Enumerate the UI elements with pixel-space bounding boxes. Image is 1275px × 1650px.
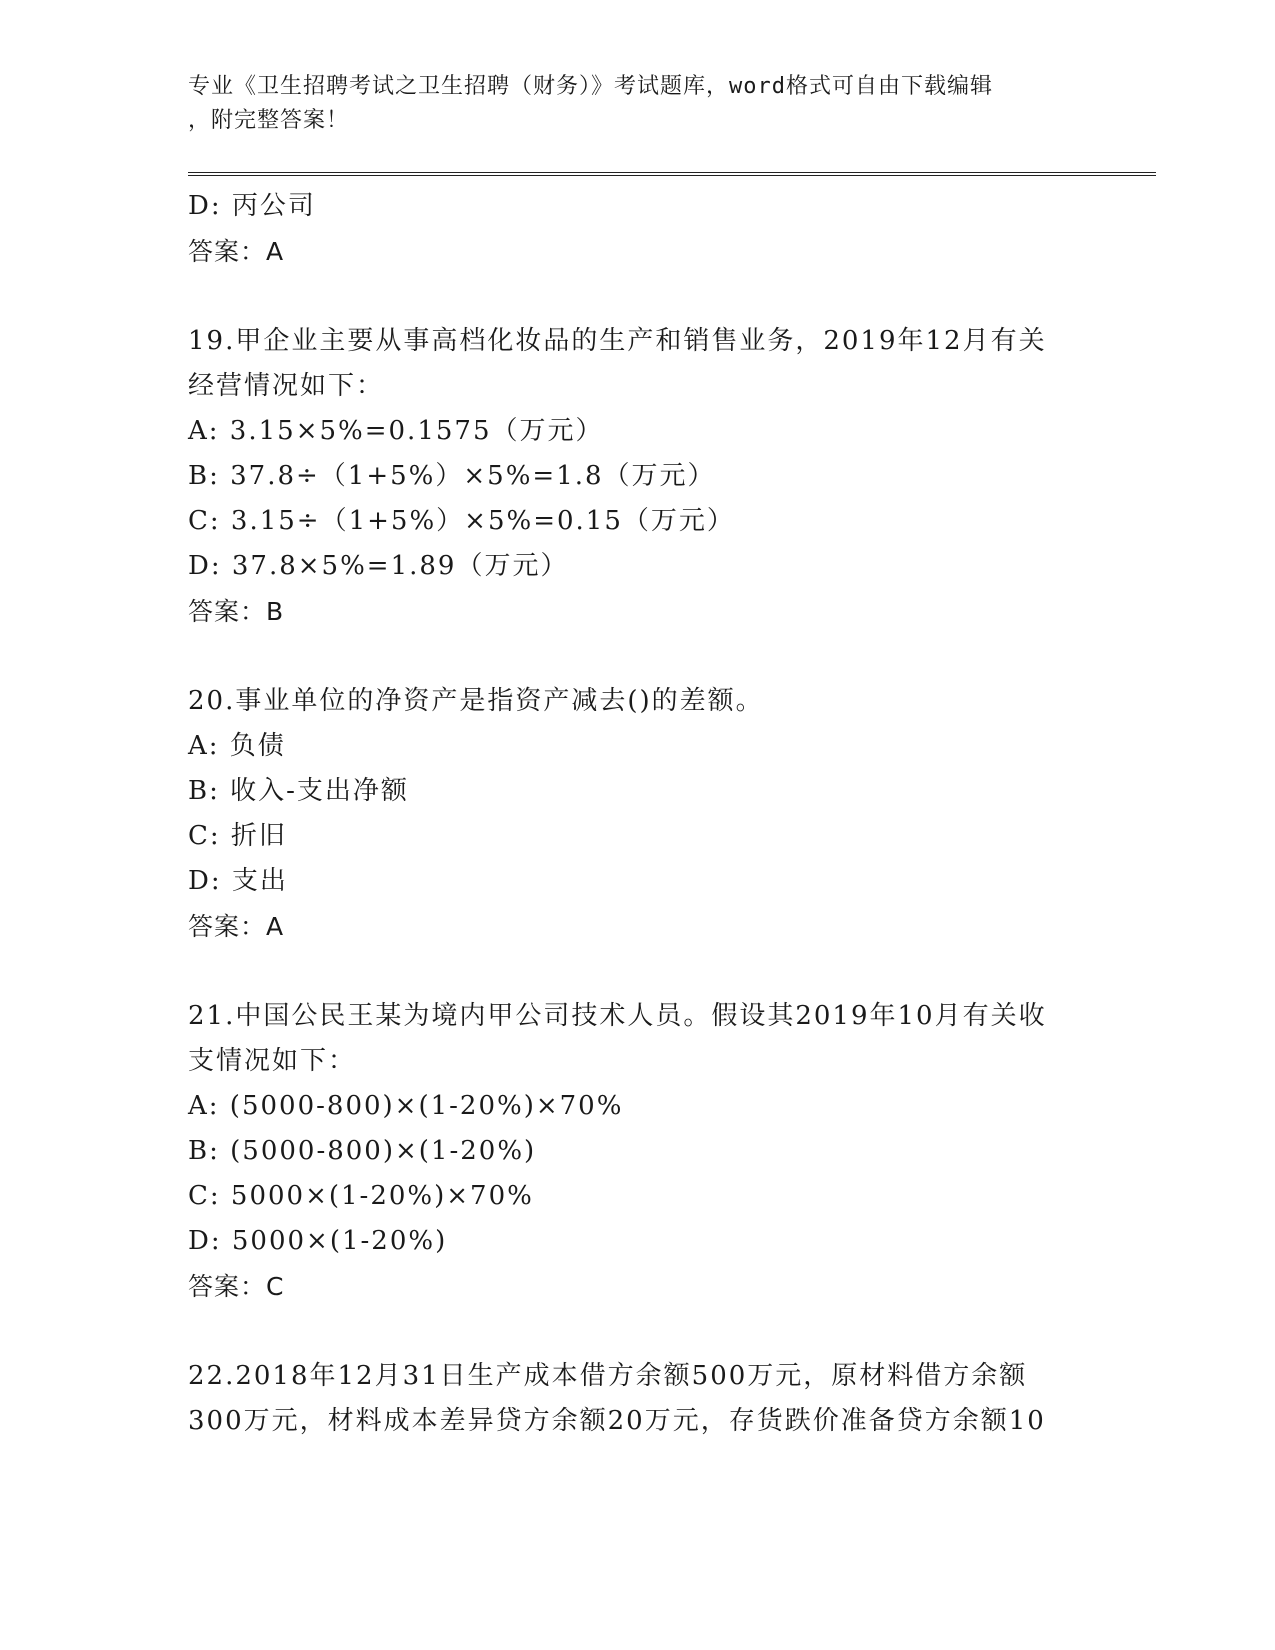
question-21-stem-line-2: 支情况如下： xyxy=(188,1046,357,1076)
header-divider xyxy=(188,172,1156,176)
prev-answer: 答案：A xyxy=(188,237,285,266)
question-list xyxy=(188,184,1148,1444)
question-19-option-b: B: 37.8÷（1+5%）×5%=1.8（万元） xyxy=(188,461,716,491)
question-20-option-a: A: 负债 xyxy=(188,731,286,761)
spacer xyxy=(188,634,1148,679)
question-20 xyxy=(188,679,1148,949)
question-19-stem-line-1: 19.甲企业主要从事高档化妆品的生产和销售业务，2019年12月有关 xyxy=(188,326,1047,356)
question-20-option-d: D: 支出 xyxy=(188,866,288,896)
question-21-option-c: C: 5000×(1-20%)×70% xyxy=(188,1181,534,1211)
question-20-stem: 20.事业单位的净资产是指资产减去()的差额。 xyxy=(188,686,764,716)
question-21-stem-line-1: 21.中国公民王某为境内甲公司技术人员。假设其2019年10月有关收 xyxy=(188,1001,1047,1031)
question-19-option-a: A: 3.15×5%=0.1575（万元） xyxy=(188,416,604,446)
prev-option-d: D: 丙公司 xyxy=(188,191,316,221)
question-22-stem-line-2: 300万元，材料成本差异贷方余额20万元，存货跌价准备贷方余额10 xyxy=(188,1406,1046,1436)
document-page xyxy=(188,70,1148,1444)
question-21-option-b: B: (5000-800)×(1-20%) xyxy=(188,1136,537,1166)
question-19-option-d: D: 37.8×5%=1.89（万元） xyxy=(188,551,569,581)
question-21-answer: 答案：C xyxy=(188,1272,285,1301)
question-20-option-c: C: 折旧 xyxy=(188,821,287,851)
document-header xyxy=(188,70,1068,138)
question-21 xyxy=(188,994,1148,1309)
question-22 xyxy=(188,1354,1148,1444)
question-19-option-c: C: 3.15÷（1+5%）×5%=0.15（万元） xyxy=(188,506,735,536)
header-line-2: ，附完整答案！ xyxy=(188,108,350,133)
spacer xyxy=(188,949,1148,994)
question-20-option-b: B: 收入-支出净额 xyxy=(188,776,409,806)
header-line-1: 专业《卫生招聘考试之卫生招聘（财务）》考试题库，word格式可自由下载编辑 xyxy=(188,74,993,99)
spacer xyxy=(188,274,1148,319)
question-19-answer: 答案：B xyxy=(188,597,285,626)
question-19 xyxy=(188,319,1148,634)
spacer xyxy=(188,1309,1148,1354)
question-21-option-a: A: (5000-800)×(1-20%)×70% xyxy=(188,1091,624,1121)
question-21-option-d: D: 5000×(1-20%) xyxy=(188,1226,448,1256)
question-20-answer: 答案：A xyxy=(188,912,285,941)
question-19-stem-line-2: 经营情况如下： xyxy=(188,371,385,401)
question-22-stem-line-1: 22.2018年12月31日生产成本借方余额500万元，原材料借方余额 xyxy=(188,1361,1028,1391)
